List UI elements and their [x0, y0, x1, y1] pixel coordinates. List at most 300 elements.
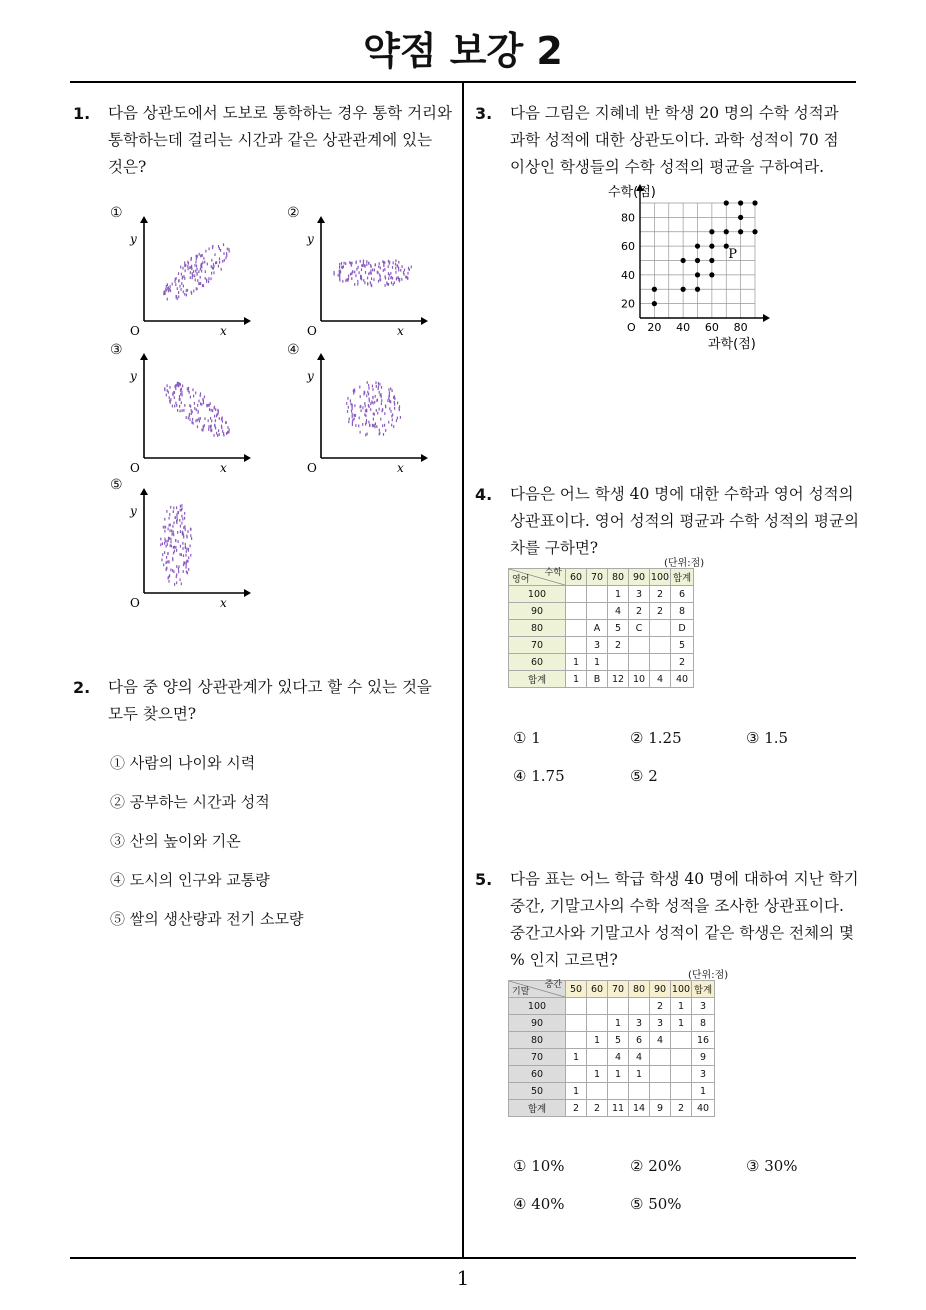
- table-cell: [587, 1083, 608, 1100]
- scatter-dot: [196, 272, 197, 275]
- table-cell: 4: [650, 1032, 671, 1049]
- row-header: 60: [509, 654, 566, 671]
- table-row: [509, 1100, 715, 1117]
- scatter-dot: [174, 550, 175, 553]
- row-header: 80: [509, 620, 566, 637]
- scatter-dot: [182, 385, 183, 388]
- question-text-line: 다음은 어느 학생 40 명에 대한 수학과 영어 성적의: [510, 485, 854, 503]
- scatter-dot: [181, 401, 182, 404]
- question-text-line: 다음 그림은 지혜네 반 학생 20 명의 수학 성적과: [510, 104, 839, 122]
- scatter-dot: [374, 401, 375, 404]
- scatter-dot: [370, 269, 371, 272]
- y-arrow-icon: [140, 353, 148, 360]
- mini-scatter-plot[interactable]: [128, 350, 258, 475]
- scatter-dot: [166, 289, 167, 292]
- scatter-dot: [176, 565, 177, 568]
- scatter-dot: [166, 394, 167, 397]
- scatter-dot: [208, 419, 209, 422]
- choice-1[interactable]: ① 10%: [513, 1157, 565, 1175]
- scatter-dot: [360, 260, 361, 263]
- choice-5[interactable]: ⑤ 쌀의 생산량과 전기 소모량: [110, 910, 304, 928]
- scatter-dot: [381, 386, 382, 389]
- table-cell: 4: [608, 1049, 629, 1066]
- scatter-dot: [372, 424, 373, 427]
- table-cell: [566, 620, 587, 637]
- column-header: 60: [566, 569, 587, 586]
- scatter-dot: [180, 266, 181, 269]
- scatter-dot: [174, 405, 175, 408]
- scatter-dot: [383, 264, 384, 267]
- scatter-dot: [160, 538, 161, 541]
- scatter-dot: [170, 285, 171, 288]
- page-title: 약점 보강 2: [363, 29, 563, 73]
- scatter-dot: [187, 265, 188, 268]
- table-row: [509, 620, 694, 637]
- table-cell: 1: [608, 1015, 629, 1032]
- scatter-dot: [166, 561, 167, 564]
- table-cell: [629, 654, 650, 671]
- scatter-dot: [186, 289, 187, 292]
- scatter-dot: [181, 582, 182, 585]
- question-number: 3.: [475, 104, 493, 123]
- scatter-dot: [186, 550, 187, 553]
- scatter-dot: [373, 418, 374, 421]
- scatter-dot: [227, 248, 228, 251]
- scatter-dot: [347, 278, 348, 281]
- scatter-dot: [400, 416, 401, 419]
- scatter-point: [652, 301, 657, 306]
- scatter-dot: [170, 401, 171, 404]
- scatter-dot: [392, 266, 393, 269]
- scatter-dot: [213, 271, 214, 274]
- choice-4[interactable]: ④ 도시의 인구와 교통량: [110, 871, 270, 889]
- scatter-dot: [186, 535, 187, 538]
- column-header: 80: [608, 569, 629, 586]
- scatter-point: [695, 258, 700, 263]
- scatter-dot: [204, 396, 205, 399]
- scatter-dot: [162, 542, 163, 545]
- scatter-dot: [202, 261, 203, 264]
- scatter-dot: [170, 544, 171, 547]
- table-corner-cell: [509, 981, 566, 998]
- scatter-dot: [388, 283, 389, 286]
- origin-label: O: [307, 461, 317, 475]
- table-cell: 1: [587, 1032, 608, 1049]
- option-label[interactable]: ④: [287, 342, 300, 358]
- scatter-dot: [183, 285, 184, 288]
- scatter-dot: [182, 533, 183, 536]
- choice-4[interactable]: ④ 40%: [513, 1195, 565, 1213]
- scatter-dot: [385, 429, 386, 432]
- scatter-dot: [378, 265, 379, 268]
- scatter-dot: [219, 417, 220, 420]
- choice-3[interactable]: ③ 1.5: [746, 729, 789, 747]
- table-cell: [650, 1066, 671, 1083]
- scatter-dot: [191, 412, 192, 415]
- scatter-dot: [376, 409, 377, 412]
- scatter-dot: [197, 425, 198, 428]
- scatter-dot: [194, 264, 195, 267]
- correlation-table: [508, 568, 694, 688]
- scatter-dot: [167, 543, 168, 546]
- table-cell: 8: [671, 603, 694, 620]
- table-cell: 3: [629, 586, 650, 603]
- scatter-dot: [217, 412, 218, 415]
- scatter-dot: [360, 405, 361, 408]
- scatter-dot: [193, 290, 194, 293]
- scatter-dot: [183, 554, 184, 557]
- table-cell: 1: [629, 1066, 650, 1083]
- scatter-dot: [379, 429, 380, 432]
- scatter-dot: [167, 384, 168, 387]
- scatter-point: [738, 200, 743, 205]
- table-cell: 2: [650, 603, 671, 620]
- scatter-dot: [219, 247, 220, 250]
- table-cell: 5: [608, 620, 629, 637]
- table-cell: [608, 998, 629, 1015]
- scatter-dot: [171, 545, 172, 548]
- scatter-dot: [187, 530, 188, 533]
- scatter-dot: [378, 382, 379, 385]
- scatter-dot: [356, 261, 357, 264]
- scatter-dot: [379, 408, 380, 411]
- scatter-dot: [172, 557, 173, 560]
- scatter-dot: [350, 403, 351, 406]
- choice-1[interactable]: ① 1: [513, 729, 541, 747]
- scatter-dot: [198, 410, 199, 413]
- scatter-dot: [371, 277, 372, 280]
- scatter-dot: [184, 517, 185, 520]
- scatter-dot: [185, 554, 186, 557]
- scatter-dot: [366, 421, 367, 424]
- scatter-dot: [384, 424, 385, 427]
- scatter-dot: [192, 418, 193, 421]
- question-text-line: % 인지 고르면?: [510, 951, 618, 969]
- scatter-dot: [193, 395, 194, 398]
- scatter-dot: [192, 272, 193, 275]
- column-header: 100: [650, 569, 671, 586]
- scatter-dot: [167, 283, 168, 286]
- scatter-dot: [347, 410, 348, 413]
- scatter-dot: [339, 275, 340, 278]
- scatter-dot: [168, 528, 169, 531]
- scatter-dot: [354, 390, 355, 393]
- table-cell: [671, 1032, 692, 1049]
- scatter-dot: [179, 405, 180, 408]
- scatter-dot: [343, 265, 344, 268]
- choice-3[interactable]: ③ 30%: [746, 1157, 798, 1175]
- scatter-dot: [372, 385, 373, 388]
- table-cell: 1: [692, 1083, 715, 1100]
- scatter-dot: [219, 261, 220, 264]
- scatter-dot: [181, 391, 182, 394]
- scatter-dot: [166, 510, 167, 513]
- choice-4[interactable]: ④ 1.75: [513, 767, 565, 785]
- scatter-dot: [164, 291, 165, 294]
- scatter-dot: [166, 540, 167, 543]
- scatter-dot: [356, 268, 357, 271]
- table-cell: 4: [608, 603, 629, 620]
- table-row: [509, 637, 694, 654]
- bottom-rule: [70, 1257, 856, 1259]
- scatter-dot: [169, 386, 170, 389]
- y-tick-label: 20: [621, 297, 635, 311]
- scatter-dot: [366, 260, 367, 263]
- column-header: 60: [587, 981, 608, 998]
- scatter-dot: [395, 267, 396, 270]
- scatter-dot: [180, 553, 181, 556]
- scatter-dot: [179, 279, 180, 282]
- scatter-dot: [380, 393, 381, 396]
- scatter-dot: [376, 399, 377, 402]
- x-arrow-icon: [421, 317, 428, 325]
- question-5: [475, 866, 860, 974]
- scatter-dot: [222, 260, 223, 263]
- x-axis-title: 과학(점): [708, 337, 756, 352]
- scatter-dot: [175, 516, 176, 519]
- scatter-dot: [182, 267, 183, 270]
- table-cell: [566, 603, 587, 620]
- scatter-dot: [190, 276, 191, 279]
- scatter-dot: [167, 389, 168, 392]
- scatter-dot: [182, 394, 183, 397]
- mini-scatter-plot[interactable]: [305, 213, 435, 338]
- scatter-dot: [402, 265, 403, 268]
- scatter-dot: [184, 261, 185, 264]
- scatter-dot: [346, 402, 347, 405]
- table-cell: [608, 654, 629, 671]
- scatter-dot: [222, 430, 223, 433]
- scatter-dot: [411, 266, 412, 269]
- scatter-dot: [188, 548, 189, 551]
- scatter-dot: [176, 404, 177, 407]
- data-table: [508, 568, 694, 688]
- scatter-dot: [160, 543, 161, 546]
- column-header: 90: [629, 569, 650, 586]
- y-arrow-icon: [140, 216, 148, 223]
- scatter-dot: [367, 391, 368, 394]
- scatter-dot: [198, 270, 199, 273]
- scatter-dot: [210, 277, 211, 280]
- scatter-dot: [183, 291, 184, 294]
- scatter-dot: [179, 382, 180, 385]
- scatter-dot: [190, 528, 191, 531]
- choice-2[interactable]: ② 20%: [630, 1157, 682, 1175]
- scatter-dot: [404, 269, 405, 272]
- scatter-dot: [163, 526, 164, 529]
- scatter-dot: [227, 431, 228, 434]
- choice-5[interactable]: ⑤ 50%: [630, 1195, 682, 1213]
- scatter-dot: [215, 408, 216, 411]
- table-cell: 3: [692, 1066, 715, 1083]
- scatter-dot: [388, 388, 389, 391]
- scatter-dot: [183, 526, 184, 529]
- scatter-dot: [188, 568, 189, 571]
- choice-5[interactable]: ⑤ 2: [630, 767, 658, 785]
- x-axis-label: x: [397, 461, 404, 475]
- scatter-dot: [185, 269, 186, 272]
- x-axis-label: x: [220, 461, 227, 475]
- scatter-dot: [184, 404, 185, 407]
- scatter-dot: [396, 419, 397, 422]
- scatter-dot: [163, 564, 164, 567]
- origin-label: O: [627, 321, 636, 334]
- scatter-dot: [226, 432, 227, 435]
- scatter-dot: [405, 276, 406, 279]
- scatter-dot: [183, 534, 184, 537]
- question-text-line: 통학하는데 걸리는 시간과 같은 상관관계에 있는: [108, 131, 433, 149]
- scatter-dot: [354, 283, 355, 286]
- table-cell: [587, 586, 608, 603]
- scatter-dot: [383, 261, 384, 264]
- scatter-dot: [200, 255, 201, 258]
- option-label[interactable]: ①: [110, 205, 123, 221]
- scatter-dot: [167, 287, 168, 290]
- scatter-dot: [214, 253, 215, 256]
- scatter-dot: [351, 272, 352, 275]
- scatter-dot: [178, 295, 179, 298]
- scatter-dot: [219, 257, 220, 260]
- scatter-dot: [194, 402, 195, 405]
- table-cell: [566, 586, 587, 603]
- scatter-dot: [204, 424, 205, 427]
- choice-1[interactable]: ① 사람의 나이와 시력: [110, 754, 256, 772]
- scatter-dot: [188, 387, 189, 390]
- scatter-dot: [180, 393, 181, 396]
- scatter-dot: [172, 283, 173, 286]
- scatter-dot: [187, 572, 188, 575]
- scatter-dot: [214, 434, 215, 437]
- scatter-dot: [373, 412, 374, 415]
- question-3: [475, 100, 855, 181]
- scatter-dot: [403, 271, 404, 274]
- table-cell: 6: [671, 586, 694, 603]
- scatter-dot: [193, 422, 194, 425]
- scatter-dot: [170, 506, 171, 509]
- question-text-line: 중간, 기말고사의 수학 성적을 조사한 상관표이다.: [510, 897, 844, 915]
- scatter-point: [709, 258, 714, 263]
- table-row: [509, 603, 694, 620]
- scatter-dot: [179, 285, 180, 288]
- table-cell: 2: [650, 586, 671, 603]
- mini-scatter-plot[interactable]: [128, 213, 258, 338]
- scatter-dot: [169, 517, 170, 520]
- scatter-dot: [203, 425, 204, 428]
- scatter-dot: [391, 415, 392, 418]
- scatter-dot: [198, 400, 199, 403]
- scatter-dot: [203, 284, 204, 287]
- scatter-dot: [388, 421, 389, 424]
- scatter-dot: [214, 407, 215, 410]
- scatter-dot: [381, 395, 382, 398]
- mini-scatter-plot[interactable]: [305, 350, 435, 475]
- scatter-dot: [170, 538, 171, 541]
- question-text-line: 이상인 학생들의 수학 성적의 평균을 구하여라.: [510, 158, 825, 176]
- scatter-dot: [191, 267, 192, 270]
- scatter-dot: [188, 268, 189, 271]
- table-header-row: [509, 981, 715, 998]
- scatter-dot: [354, 414, 355, 417]
- scatter-dot: [169, 513, 170, 516]
- choice-2[interactable]: ② 1.25: [630, 729, 682, 747]
- scatter-dot: [388, 277, 389, 280]
- scatter-dot: [350, 273, 351, 276]
- scatter-dot: [394, 281, 395, 284]
- table-cell: 1: [566, 654, 587, 671]
- choice-2[interactable]: ② 공부하는 시간과 성적: [110, 793, 270, 811]
- x-arrow-icon: [244, 589, 251, 597]
- scatter-dot: [372, 396, 373, 399]
- choice-3[interactable]: ③ 산의 높이와 기온: [110, 832, 241, 850]
- scatter-dot: [218, 429, 219, 432]
- y-axis-title: 수학(점): [608, 185, 656, 200]
- scatter-dot: [358, 266, 359, 269]
- scatter-dot: [201, 270, 202, 273]
- scatter-dot: [391, 276, 392, 279]
- y-tick-label: 60: [621, 240, 635, 254]
- scatter-point: [695, 244, 700, 249]
- scatter-dot: [383, 433, 384, 436]
- scatter-dot: [393, 262, 394, 265]
- scatter-dot: [201, 428, 202, 431]
- table-row: [509, 1015, 715, 1032]
- question-text-line: 상관표이다. 영어 성적의 평균과 수학 성적의 평균의: [510, 512, 859, 530]
- table-row: [509, 654, 694, 671]
- scatter-dot: [177, 531, 178, 534]
- scatter-dot: [370, 402, 371, 405]
- scatter-dot: [211, 259, 212, 262]
- scatter-dot: [348, 274, 349, 277]
- scatter-dot: [200, 268, 201, 271]
- scatter-dot: [168, 539, 169, 542]
- option-label[interactable]: ②: [287, 205, 300, 221]
- scatter-dot: [169, 524, 170, 527]
- scatter-dot: [381, 399, 382, 402]
- scatter-dot: [185, 528, 186, 531]
- option-label[interactable]: ③: [110, 342, 123, 358]
- scatter-dot: [190, 554, 191, 557]
- origin-label: O: [130, 596, 140, 610]
- scatter-dot: [407, 272, 408, 275]
- scatter-dot: [226, 252, 227, 255]
- option-label[interactable]: ⑤: [110, 477, 123, 493]
- scatter-dot: [197, 419, 198, 422]
- scatter-dot: [229, 250, 230, 253]
- scatter-dot: [209, 408, 210, 411]
- scatter-dot: [361, 268, 362, 271]
- scatter-dot: [369, 424, 370, 427]
- table-cell: 14: [629, 1100, 650, 1117]
- table-cell: 5: [671, 637, 694, 654]
- corner-top-label: 중간: [544, 980, 562, 990]
- scatter-dot: [368, 421, 369, 424]
- scatter-dot: [353, 389, 354, 392]
- scatter-dot: [168, 576, 169, 579]
- scatter-dot: [352, 413, 353, 416]
- mini-scatter-plot[interactable]: [128, 485, 258, 610]
- scatter-dot: [170, 524, 171, 527]
- scatter-dot: [191, 421, 192, 424]
- table-cell: 3: [650, 1015, 671, 1032]
- scatter-dot: [373, 402, 374, 405]
- question-4: [475, 481, 859, 562]
- table-cell: [650, 637, 671, 654]
- table-cell: [608, 1083, 629, 1100]
- scatter-dot: [365, 271, 366, 274]
- scatter-dot: [199, 253, 200, 256]
- table-cell: A: [587, 620, 608, 637]
- origin-label: O: [130, 324, 140, 338]
